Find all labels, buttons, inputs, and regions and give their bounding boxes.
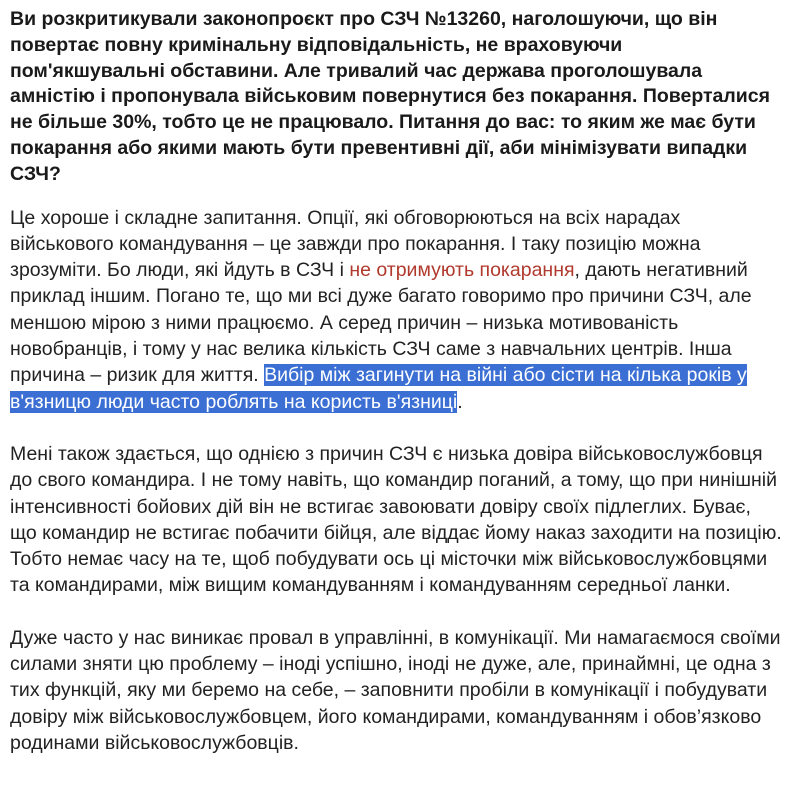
- answer-paragraph-1: [10, 205, 782, 415]
- selected-text-highlight[interactable]: Вибір між загинути на війні або сісти на кілька років у в'язницю люди часто роблять на користь в'язниці: [10, 364, 747, 413]
- answer-paragraph-2: Мені також здається, що однією з причин СЗЧ є низька довіра військовослужбовця до свого командира. І не тому навіть, що командир поганий, а тому, що при нинішній інтенсивності бойових дій він не встигає завоювати довіру своїх підлеглих. Буває, що командир не встигає побачити бійця, але віддає йому наказ заходити на позицію. Тобто немає часу на те, щоб побудувати ось ці місточки між військовослужбовцями та командирами, між вищим командуванням і командуванням середньої ланки.: [10, 442, 782, 597]
- interview-question: Ви розкритикували законопроєкт про СЗЧ №13260, наголошуючи, що він повертає повну кримінальну відповідальність, не враховуючи пом'якшувальні обставини. Але тривалий час держава проголошувала амністію і пропонувала військовим повернутися без покарання. Поверталися не більше 30%, тобто це не працювало. Питання до вас: то яким же має бути покарання або якими мають бути превентивні дії, аби мінімізувати випадки СЗЧ?: [10, 8, 770, 185]
- answer-text-ending: .: [457, 390, 463, 413]
- punishment-link[interactable]: не отримують покарання: [349, 259, 575, 282]
- answer-text-after-link: , дають негативний приклад іншим. Погано те, що ми всі дуже багато говоримо про причини СЗЧ, але меншою мірою з ними працюємо. А серед причин – низька мотивованість новобранців, і тому у нас велика кількість СЗЧ саме з навчальних центрів. Інша причина – ризик для життя.: [10, 259, 752, 387]
- answer-paragraph-3: Дуже часто у нас виникає провал в управлінні, в комунікації. Ми намагаємося своїми силами зняти цю проблему – іноді успішно, іноді не дуже, але, принаймні, це одна з тих функцій, яку ми беремо на себе, – заповнити пробіли в комунікації і побудувати довіру між військовослужбовцем, його командирами, командуванням і обов’язково родинами військовослужбовців.: [10, 626, 781, 754]
- answer-text-before-link: Це хороше і складне запитання. Опції, які обговорюються на всіх нарадах військового командування – це завжди про покарання. І таку позицію можна зрозуміти. Бо люди, які йдуть в СЗЧ і: [10, 206, 701, 282]
- article-body: [10, 7, 782, 756]
